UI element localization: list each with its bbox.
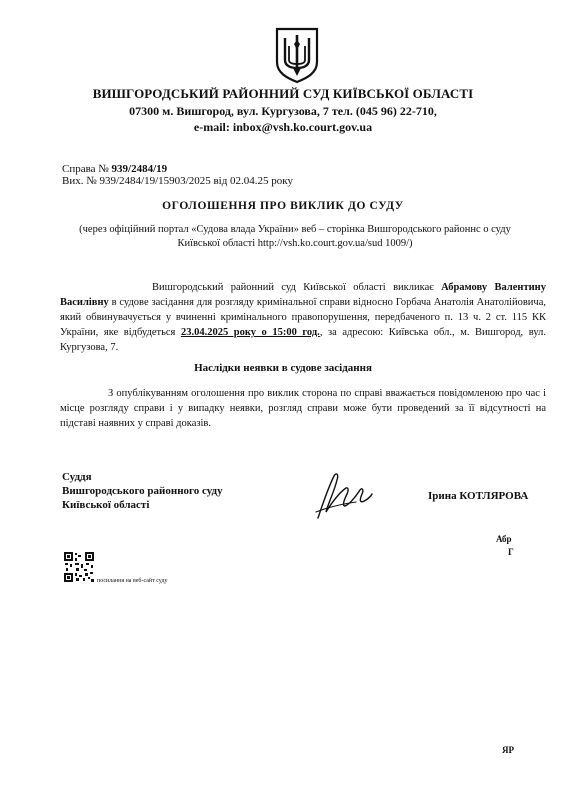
signature-icon (312, 468, 374, 524)
coat-of-arms-icon (273, 26, 321, 84)
judge-name: Ірина КОТЛЯРОВА (428, 490, 529, 502)
qr-caption: посилання на веб-сайт суду (97, 578, 168, 584)
summons-text-2: в судове засідання для розгляду кримінальної справи відносно Горбача Анатолія Анатолійовича, який обвинувачується у вчиненні кримінального правопорушення, передбаченого п. 13 ч. 2 ст. 115 КК України, яке відбудеться (60, 297, 546, 338)
judge-region: Київської області (62, 499, 150, 511)
court-name: ВИШГОРОДСЬКИЙ РАЙОННИЙ СУД КИЇВСЬКОЇ ОБЛАСТІ (92, 86, 474, 101)
case-number (62, 163, 167, 175)
court-address: 07300 м. Вишгород, вул. Кургузова, 7 тел. (045 96) 22-710, (129, 104, 437, 118)
summons-text-1: Вишгородський районний суд Київської області викликає (152, 282, 442, 293)
case-label: Справа № (62, 163, 112, 175)
summoned-person-name: Валентину Василівну (60, 282, 546, 308)
publication-note-line1: (через офіційний портал «Судова влада України» веб – сторінка Вишгородського районнс о суду (79, 224, 511, 235)
consequences-title: Наслідки неявки в судове засідання (194, 362, 372, 374)
consequences-paragraph (60, 386, 546, 431)
summons-paragraph (60, 280, 546, 355)
margin-mark-3: ЯР (502, 745, 514, 755)
publication-note (60, 223, 530, 251)
document-title: ОГОЛОШЕННЯ ПРО ВИКЛИК ДО СУДУ (162, 200, 404, 212)
summons-text-3: , за адресою: Київська обл., м. Вишгород, вул. Кургузова, 7. (60, 327, 546, 353)
publication-note-line2: Київської області http://vsh.ko.court.gov.ua/sud 1009/) (177, 238, 413, 249)
judge-court: Вишгородського районного суду (62, 485, 223, 497)
summoned-person-surname: Абрамову (441, 282, 488, 293)
judge-title: Суддя (62, 471, 92, 483)
court-email: e-mail: inbox@vsh.ko.court.gov.ua (193, 120, 373, 134)
consequences-text: З опублікуванням оголошення про виклик сторона по справі вважається повідомленою про час і місце розгляду справи і у випадку неявки, розгляд справи може бути проведений за її відсутності на підставі наявних у справі доказів. (60, 388, 546, 429)
outgoing-number: Вих. № 939/2484/19/15903/2025 від 02.04.25 року (62, 175, 293, 187)
case-number-value: 939/2484/19 (111, 163, 168, 175)
qr-code-icon[interactable] (64, 552, 94, 582)
margin-mark-2: Г (508, 547, 514, 557)
judge-title-block (62, 470, 223, 512)
margin-mark-1: Абр (496, 534, 512, 544)
hearing-date-time: 23.04.2025 року о 15:00 год. (180, 327, 320, 338)
